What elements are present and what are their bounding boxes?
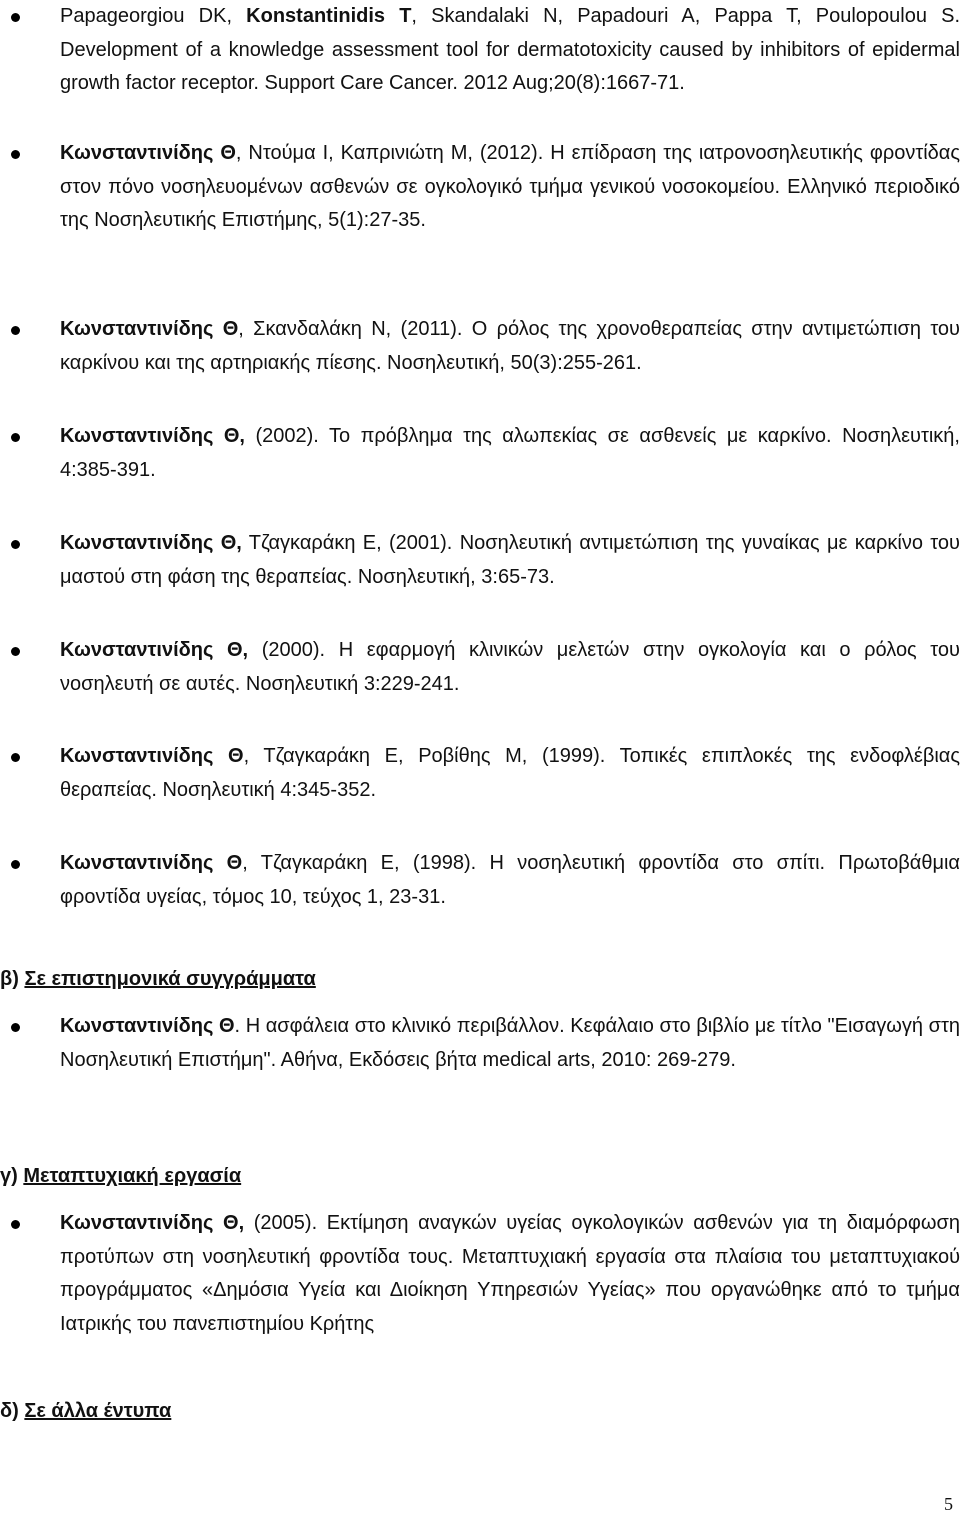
reference-item: Κωνσταντινίδης Θ, (2002). Το πρόβλημα της αλωπεκίας σε ασθενείς με καρκίνο. Νοσηλευτική, 4:385-391.	[60, 420, 960, 487]
reference-item: Κωνσταντινίδης Θ, Τζαγκαράκη Ε, (2001). Νοσηλευτική αντιμετώπιση της γυναίκας με καρκίνο του μαστού στη φάση της θεραπείας. Νοσηλευτική, 3:65-73.	[60, 527, 960, 594]
section-heading-b: β) Σε επιστημονικά συγγράμματα	[0, 968, 316, 990]
reference-item: Κωνσταντινίδης Θ, (2005). Εκτίμηση αναγκών υγείας ογκολογικών ασθενών για τη διαμόρφωση προτύπων στη νοσηλευτική φροντίδα τους. Μεταπτυχιακή εργασία στα πλαίσια του μεταπτυχιακού προγράμματος «Δημόσια Υγεία και Διοίκηση Υπηρεσιών Υγείας» που οργανώθηκε από το τμήμα Ιατρικής του πανεπιστημίου Κρήτης	[60, 1207, 960, 1341]
section-heading-c: γ) Μεταπτυχιακή εργασία	[0, 1165, 242, 1187]
author-name: Κωνσταντινίδης Θ	[60, 142, 236, 164]
bullet-icon	[11, 753, 20, 762]
section-heading-d: δ) Σε άλλα έντυπα	[0, 1400, 172, 1422]
bullet-icon	[11, 1023, 20, 1032]
reference-item: Κωνσταντινίδης Θ, Σκανδαλάκη Ν, (2011). Ο ρόλος της χρονοθεραπείας στην αντιμετώπιση του καρκίνου και της αρτηριακής πίεσης. Νοσηλευτική, 50(3):255-261.	[60, 313, 960, 380]
bullet-icon	[11, 326, 20, 335]
reference-item: Κωνσταντινίδης Θ, Τζαγκαράκη Ε, Ροβίθης Μ, (1999). Τοπικές επιπλοκές της ενδοφλέβιας θεραπείας. Νοσηλευτική 4:345-352.	[60, 740, 960, 807]
reference-item: Papageorgiou DK, Konstantinidis T, Skandalaki N, Papadouri A, Pappa T, Poulopoulou S. Development of a knowledge assessment tool for dermatotoxicity caused by inhibitors of epidermal growth factor receptor. Support Care Cancer. 2012 Aug;20(8):1667-71.	[60, 0, 960, 101]
author-name: Konstantinidis T	[246, 5, 412, 27]
bullet-icon	[11, 647, 20, 656]
author-name: Κωνσταντινίδης Θ	[60, 318, 239, 340]
bullet-icon	[11, 13, 20, 22]
reference-item: Κωνσταντινίδης Θ, Τζαγκαράκη Ε, (1998). Η νοσηλευτική φροντίδα στο σπίτι. Πρωτοβάθμια φροντίδα υγείας, τόμος 10, τεύχος 1, 23-31.	[60, 847, 960, 914]
author-name: Κωνσταντινίδης Θ	[60, 852, 243, 874]
bullet-icon	[11, 433, 20, 442]
bullet-icon	[11, 1220, 20, 1229]
page-number: 5	[944, 1494, 953, 1514]
author-name: Κωνσταντινίδης Θ,	[60, 639, 249, 661]
reference-item: Κωνσταντινίδης Θ, (2000). Η εφαρμογή κλινικών μελετών στην ογκολογία και ο ρόλος του νοσηλευτή σε αυτές. Νοσηλευτική 3:229-241.	[60, 634, 960, 701]
bullet-icon	[11, 860, 20, 869]
author-name: Κωνσταντινίδης Θ,	[60, 1212, 245, 1234]
author-name: Κωνσταντινίδης Θ,	[60, 425, 245, 447]
author-name: Κωνσταντινίδης Θ	[60, 1015, 235, 1037]
bullet-icon	[11, 150, 20, 159]
author-name: Κωνσταντινίδης Θ,	[60, 532, 242, 554]
reference-item: Κωνσταντινίδης Θ. Η ασφάλεια στο κλινικό περιβάλλον. Κεφάλαιο στο βιβλίο με τίτλο "Εισαγωγή στη Νοσηλευτική Επιστήμη". Αθήνα, Εκδόσεις βήτα medical arts, 2010: 269-279.	[60, 1010, 960, 1077]
author-name: Κωνσταντινίδης Θ	[60, 745, 244, 767]
reference-item: Κωνσταντινίδης Θ, Ντούμα Ι, Καπρινιώτη Μ, (2012). Η επίδραση της ιατρονοσηλευτικής φροντίδας στον πόνο νοσηλευομένων ασθενών σε ογκολογικό τμήμα γενικού νοσοκομείου. Ελληνικό περιοδικό της Νοσηλευτικής Επιστήμης, 5(1):27-35.	[60, 137, 960, 238]
bullet-icon	[11, 540, 20, 549]
